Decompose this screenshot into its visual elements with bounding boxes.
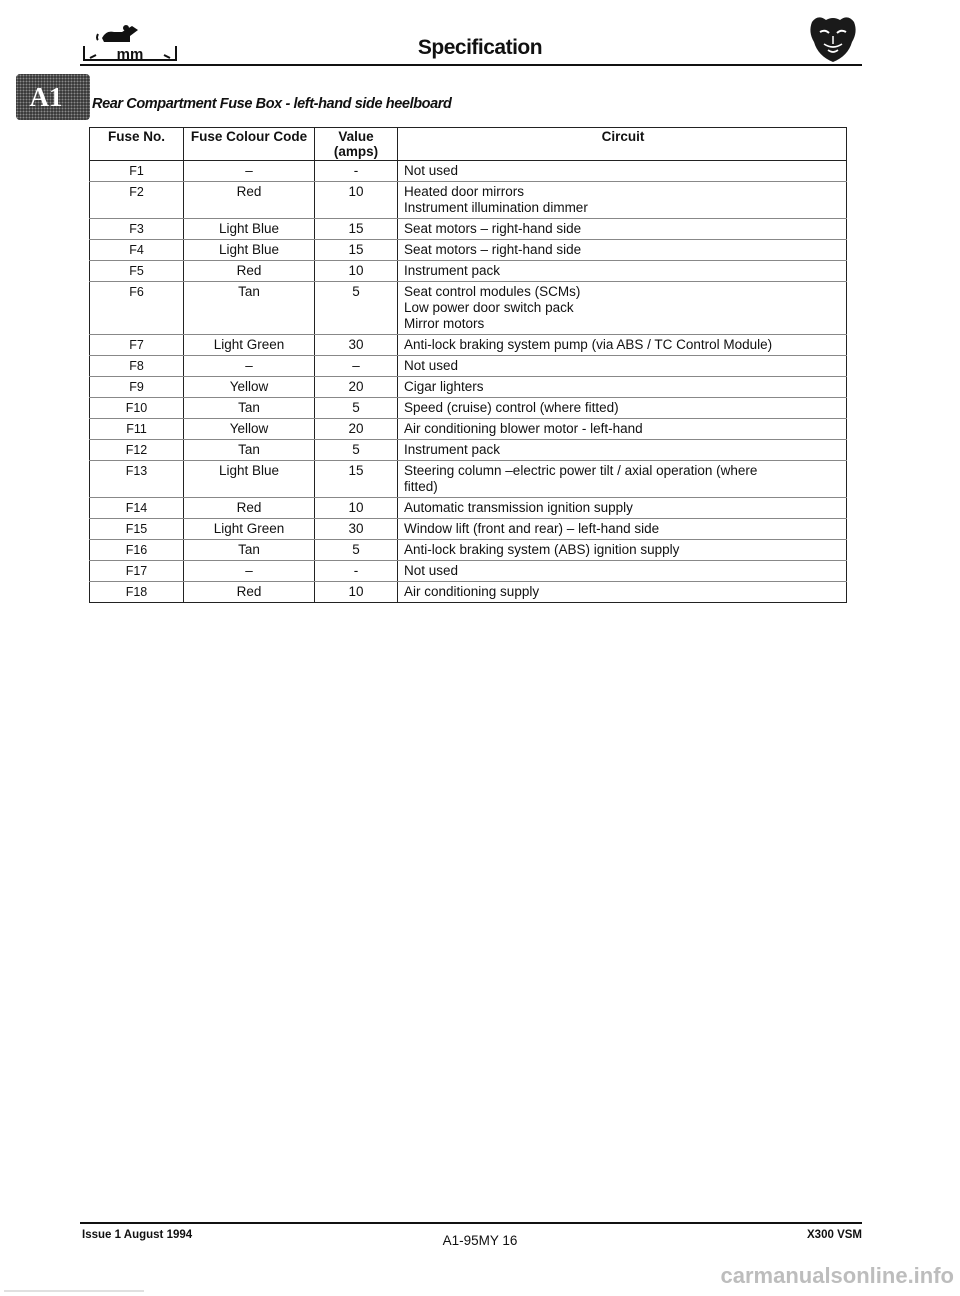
fuse-number-cell: F3 xyxy=(90,219,184,240)
fuse-colour-cell: – xyxy=(184,161,315,182)
fuse-colour-cell: Light Green xyxy=(184,519,315,540)
footer-doc-id: X300 VSM xyxy=(807,1229,862,1241)
circuit-cell xyxy=(398,398,847,419)
table-row xyxy=(90,219,847,240)
circuit-line: Seat motors – right-hand side xyxy=(404,242,582,257)
table-row xyxy=(90,240,847,261)
table-row xyxy=(90,161,847,182)
footer-issue: Issue 1 August 1994 xyxy=(82,1229,193,1241)
fuse-number-cell: F16 xyxy=(90,540,184,561)
fuse-value-cell: 15 xyxy=(315,461,398,498)
circuit-line: Instrument pack xyxy=(404,263,501,278)
fuse-number-cell: F5 xyxy=(90,261,184,282)
fuse-number-cell: F17 xyxy=(90,561,184,582)
circuit-cell xyxy=(398,161,847,182)
circuit-cell xyxy=(398,561,847,582)
circuit-line: Steering column –electric power tilt / axial operation (where xyxy=(404,463,758,478)
fuse-colour-cell: – xyxy=(184,561,315,582)
circuit-line: Instrument illumination dimmer xyxy=(404,200,588,215)
fuse-value-cell: 30 xyxy=(315,335,398,356)
table-row xyxy=(90,282,847,335)
circuit-line: Not used xyxy=(404,358,459,373)
circuit-cell xyxy=(398,240,847,261)
fuse-colour-cell: Tan xyxy=(184,540,315,561)
circuit-line: Window lift (front and rear) – left-hand side xyxy=(404,521,660,536)
fuse-value-cell: 20 xyxy=(315,377,398,398)
fuse-value-cell: 5 xyxy=(315,398,398,419)
fuse-value-cell: 15 xyxy=(315,219,398,240)
fuse-value-cell: 5 xyxy=(315,282,398,335)
circuit-cell xyxy=(398,219,847,240)
col-value-label: Value xyxy=(338,129,374,144)
table-row xyxy=(90,261,847,282)
circuit-cell xyxy=(398,582,847,603)
circuit-cell xyxy=(398,540,847,561)
circuit-line: Low power door switch pack xyxy=(404,300,574,315)
header-rule xyxy=(80,64,862,66)
fuse-value-cell: 10 xyxy=(315,261,398,282)
table-row xyxy=(90,182,847,219)
table-row xyxy=(90,440,847,461)
section-badge xyxy=(16,74,90,120)
fuse-colour-cell: Tan xyxy=(184,440,315,461)
fuse-value-cell: - xyxy=(315,561,398,582)
oil-gauge-label: mm xyxy=(116,46,144,63)
table-row xyxy=(90,498,847,519)
fuse-colour-cell: – xyxy=(184,356,315,377)
fuse-value-cell: – xyxy=(315,356,398,377)
jaguar-head-icon xyxy=(806,14,860,66)
fuse-colour-cell: Red xyxy=(184,261,315,282)
circuit-cell xyxy=(398,498,847,519)
section-badge-label: A1 xyxy=(29,82,63,112)
fuse-value-cell: 10 xyxy=(315,182,398,219)
fuse-number-cell: F2 xyxy=(90,182,184,219)
fuse-colour-cell: Tan xyxy=(184,398,315,419)
fuse-colour-cell: Red xyxy=(184,498,315,519)
table-row xyxy=(90,461,847,498)
circuit-cell xyxy=(398,519,847,540)
fuse-colour-cell: Red xyxy=(184,582,315,603)
circuit-line: Air conditioning blower motor - left-hand xyxy=(404,421,643,436)
circuit-line: Cigar lighters xyxy=(404,379,484,394)
fuse-number-cell: F6 xyxy=(90,282,184,335)
fuse-number-cell: F18 xyxy=(90,582,184,603)
circuit-cell xyxy=(398,377,847,398)
circuit-cell xyxy=(398,356,847,377)
watermark: carmanualsonline.info xyxy=(720,1263,954,1288)
fuse-value-cell: 30 xyxy=(315,519,398,540)
footer-rule xyxy=(80,1222,862,1224)
col-value-unit: (amps) xyxy=(333,144,379,159)
fuse-colour-cell: Yellow xyxy=(184,419,315,440)
fuse-number-cell: F9 xyxy=(90,377,184,398)
watermark-rule xyxy=(4,1290,144,1292)
table-row xyxy=(90,398,847,419)
table-row xyxy=(90,519,847,540)
fuse-number-cell: F11 xyxy=(90,419,184,440)
circuit-line: Speed (cruise) control (where fitted) xyxy=(404,400,619,415)
circuit-line: Air conditioning supply xyxy=(404,584,540,599)
circuit-line: Heated door mirrors xyxy=(404,184,525,199)
fuse-colour-cell: Yellow xyxy=(184,377,315,398)
circuit-line: Not used xyxy=(404,563,459,578)
circuit-line: Anti-lock braking system pump (via ABS / TC Control Module) xyxy=(404,337,773,352)
fuse-colour-cell: Light Blue xyxy=(184,461,315,498)
table-row xyxy=(90,335,847,356)
circuit-line: Automatic transmission ignition supply xyxy=(404,500,633,515)
fuse-number-cell: F1 xyxy=(90,161,184,182)
fuse-colour-cell: Tan xyxy=(184,282,315,335)
table-row xyxy=(90,356,847,377)
circuit-line: Mirror motors xyxy=(404,316,485,331)
col-fuse-no: Fuse No. xyxy=(90,128,184,161)
fuse-number-cell: F13 xyxy=(90,461,184,498)
table-header-row xyxy=(90,128,847,161)
col-circuit: Circuit xyxy=(398,128,847,161)
circuit-cell xyxy=(398,440,847,461)
fuse-value-cell: 20 xyxy=(315,419,398,440)
circuit-cell xyxy=(398,335,847,356)
col-fuse-colour: Fuse Colour Code xyxy=(184,128,315,161)
table-row xyxy=(90,582,847,603)
fuse-colour-cell: Light Blue xyxy=(184,219,315,240)
fuse-colour-cell: Light Blue xyxy=(184,240,315,261)
fuse-value-cell: - xyxy=(315,161,398,182)
fuse-colour-cell: Light Green xyxy=(184,335,315,356)
fuse-number-cell: F7 xyxy=(90,335,184,356)
circuit-cell xyxy=(398,419,847,440)
fuse-number-cell: F14 xyxy=(90,498,184,519)
circuit-line: Seat motors – right-hand side xyxy=(404,221,582,236)
circuit-cell xyxy=(398,461,847,498)
circuit-cell xyxy=(398,282,847,335)
table-row xyxy=(90,377,847,398)
fuse-number-cell: F8 xyxy=(90,356,184,377)
circuit-line: Seat control modules (SCMs) xyxy=(404,284,581,299)
fuse-value-cell: 15 xyxy=(315,240,398,261)
circuit-cell xyxy=(398,261,847,282)
fuse-number-cell: F10 xyxy=(90,398,184,419)
circuit-line: Not used xyxy=(404,163,459,178)
section-heading: Rear Compartment Fuse Box - left-hand side heelboard xyxy=(92,96,452,112)
fuse-number-cell: F4 xyxy=(90,240,184,261)
fuse-value-cell: 10 xyxy=(315,582,398,603)
circuit-line: Instrument pack xyxy=(404,442,501,457)
fuse-value-cell: 5 xyxy=(315,540,398,561)
circuit-line: Anti-lock braking system (ABS) ignition supply xyxy=(404,542,680,557)
fuse-number-cell: F15 xyxy=(90,519,184,540)
circuit-cell xyxy=(398,182,847,219)
table-row xyxy=(90,561,847,582)
fuse-table-body xyxy=(90,161,847,603)
circuit-line: fitted) xyxy=(404,479,438,494)
col-value xyxy=(315,128,398,161)
fuse-number-cell: F12 xyxy=(90,440,184,461)
page-title: Specification xyxy=(417,36,543,59)
fuse-value-cell: 5 xyxy=(315,440,398,461)
footer-page-number: A1-95MY 16 xyxy=(442,1233,518,1248)
fuse-colour-cell: Red xyxy=(184,182,315,219)
fuse-table xyxy=(89,127,847,603)
table-row xyxy=(90,540,847,561)
table-row xyxy=(90,419,847,440)
fuse-value-cell: 10 xyxy=(315,498,398,519)
